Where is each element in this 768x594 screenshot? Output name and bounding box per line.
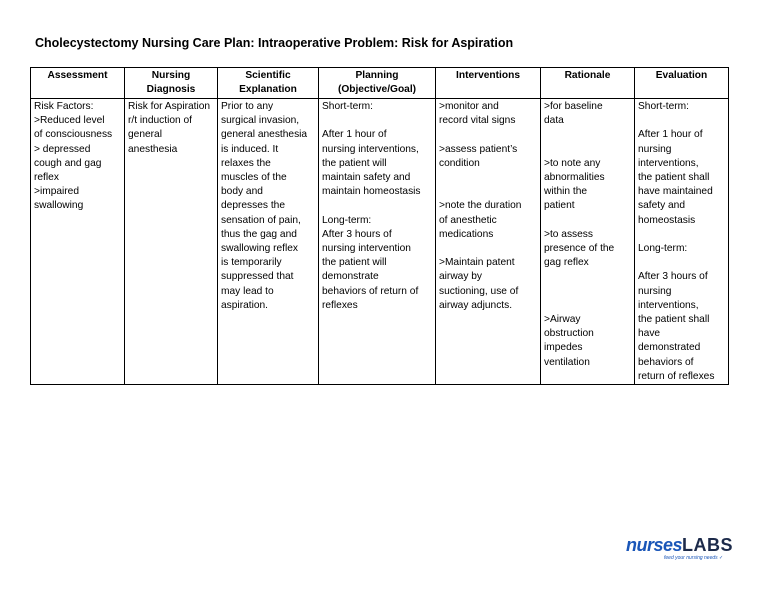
cell-text: the patient will <box>322 157 387 169</box>
cell-text: demonstrate <box>322 271 379 283</box>
cell-text: of anesthetic <box>439 214 497 226</box>
cell-text: Prior to any <box>221 101 274 112</box>
cell-text: After 1 hour of <box>638 129 703 141</box>
cell-text: suctioning, use of <box>439 285 519 297</box>
cell-text: Risk for Aspiration <box>128 101 211 112</box>
blank-line <box>544 285 631 299</box>
blank-line <box>544 270 631 284</box>
cell-text: >to assess <box>544 228 593 240</box>
column-header <box>125 68 218 99</box>
cell-text: may lead to <box>221 285 274 297</box>
cell-text: nursing interventions, <box>322 143 419 155</box>
header-text: Nursing <box>151 70 191 81</box>
cell-text: is induced. It <box>221 143 279 155</box>
cell-text: data <box>544 115 564 127</box>
cell-text: abnormalities <box>544 171 605 183</box>
cell-text: Short-term: <box>638 101 689 112</box>
cell-text: >monitor and <box>439 101 499 112</box>
cell-text: return of reflexes <box>638 370 715 382</box>
cell-text: surgical invasion, <box>221 115 300 127</box>
cell-text: gag reflex <box>544 257 589 269</box>
column-header <box>635 68 729 99</box>
cell-text: anesthesia <box>128 143 178 155</box>
cell-text: behaviors of return of <box>322 285 419 297</box>
cell-text: have maintained <box>638 186 713 198</box>
table-cell <box>31 99 125 385</box>
cell-text: >Maintain patent <box>439 257 515 269</box>
header-text: Assessment <box>47 70 108 81</box>
blank-line <box>439 171 537 185</box>
cell-text: have <box>638 328 661 340</box>
blank-line <box>638 256 725 270</box>
cell-text: record vital signs <box>439 115 516 127</box>
cell-text: thus the gag and <box>221 228 297 240</box>
header-text: Evaluation <box>655 70 708 81</box>
blank-line <box>322 199 432 213</box>
column-header <box>319 68 436 99</box>
cell-text: general anesthesia <box>221 129 308 141</box>
cell-text: >note the duration <box>439 200 522 212</box>
cell-text: obstruction <box>544 328 594 340</box>
cell-text: the patient will <box>322 257 387 269</box>
cell-text: maintain homeostasis <box>322 186 421 198</box>
cell-text: >Airway <box>544 313 581 325</box>
table-cell <box>125 99 218 385</box>
cell-text: Long-term: <box>638 243 688 254</box>
cell-text: After 3 hours of <box>638 271 708 283</box>
cell-text: demonstrated <box>638 342 701 354</box>
cell-text: >to note any <box>544 157 601 169</box>
cell-text: of consciousness <box>34 129 113 141</box>
cell-text: reflexes <box>322 299 358 311</box>
cell-text: nursing <box>638 285 672 297</box>
blank-line <box>322 114 432 128</box>
cell-text: condition <box>439 157 480 169</box>
logo-tagline: feed your nursing needs ✓ <box>664 555 724 561</box>
table-cell <box>436 99 541 385</box>
blank-line <box>638 228 725 242</box>
header-text: Rationale <box>564 70 611 81</box>
header-text: Diagnosis <box>146 84 196 96</box>
cell-text: aspiration. <box>221 299 269 311</box>
header-text: Interventions <box>456 70 520 81</box>
cell-text: >for baseline <box>544 101 603 112</box>
cell-text: After 1 hour of <box>322 129 387 141</box>
column-header <box>218 68 319 99</box>
blank-line <box>544 299 631 313</box>
column-header <box>31 68 125 99</box>
table-row <box>31 99 729 385</box>
cell-text: reflex <box>34 172 59 184</box>
cell-text: presence of the <box>544 242 615 254</box>
document-title: Cholecystectomy Nursing Care Plan: Intraoperative Problem: Risk for Aspiration <box>35 36 514 50</box>
header-row <box>31 68 729 99</box>
blank-line <box>439 185 537 199</box>
care-plan-table <box>30 67 729 385</box>
cell-text: body and <box>221 186 263 198</box>
cell-text: cough and gag <box>34 157 102 169</box>
cell-text: After 3 hours of <box>322 228 392 240</box>
header-text: Scientific <box>245 70 291 81</box>
cell-text: medications <box>439 228 494 240</box>
blank-line <box>439 128 537 142</box>
cell-text: the patient shall <box>638 314 710 325</box>
cell-text: maintain safety and <box>322 172 411 183</box>
cell-text: impedes <box>544 342 583 354</box>
blank-line <box>544 143 631 157</box>
cell-text: is temporarily <box>221 257 282 269</box>
cell-text: >impaired <box>34 186 80 198</box>
cell-text: r/t induction of <box>128 115 192 127</box>
cell-text: >Reduced level <box>34 115 105 127</box>
cell-text: sensation of pain, <box>221 214 301 226</box>
cell-text: nursing <box>638 143 672 155</box>
cell-text: Long-term: <box>322 214 372 226</box>
table-cell <box>218 99 319 385</box>
cell-text: homeostasis <box>638 214 696 226</box>
cell-text: airway adjuncts. <box>439 299 513 311</box>
cell-text: airway by <box>439 271 483 283</box>
cell-text: Short-term: <box>322 101 373 112</box>
header-text: (Objective/Goal) <box>337 84 417 96</box>
column-header <box>436 68 541 99</box>
cell-text: safety and <box>638 200 686 212</box>
cell-text: Risk Factors: <box>34 101 94 112</box>
nurseslabs-logo <box>626 535 736 567</box>
logo-wordmark: nursesLABS <box>626 535 734 555</box>
cell-text: behaviors of <box>638 356 694 368</box>
cell-text: interventions, <box>638 157 699 169</box>
table-cell <box>541 99 635 385</box>
cell-text: swallowing <box>34 200 84 212</box>
cell-text: patient <box>544 200 575 212</box>
header-text: Explanation <box>239 84 297 96</box>
cell-text: nursing intervention <box>322 243 411 254</box>
cell-text: general <box>128 129 162 141</box>
cell-text: > depressed <box>34 143 91 155</box>
cell-text: the patient shall <box>638 172 710 183</box>
header-text: Planning <box>355 70 399 81</box>
column-header <box>541 68 635 99</box>
cell-text: interventions, <box>638 299 699 311</box>
cell-text: relaxes the <box>221 157 271 169</box>
cell-text: swallowing reflex <box>221 243 299 255</box>
cell-text: muscles of the <box>221 172 287 184</box>
cell-text: within the <box>544 186 588 198</box>
table-cell <box>319 99 436 385</box>
blank-line <box>439 242 537 256</box>
blank-line <box>544 214 631 228</box>
cell-text: suppressed that <box>221 271 294 283</box>
blank-line <box>638 114 725 128</box>
cell-text: ventilation <box>544 356 590 368</box>
cell-text: >assess patient’s <box>439 143 518 155</box>
table-cell <box>635 99 729 385</box>
cell-text: depresses the <box>221 200 285 212</box>
blank-line <box>544 128 631 142</box>
